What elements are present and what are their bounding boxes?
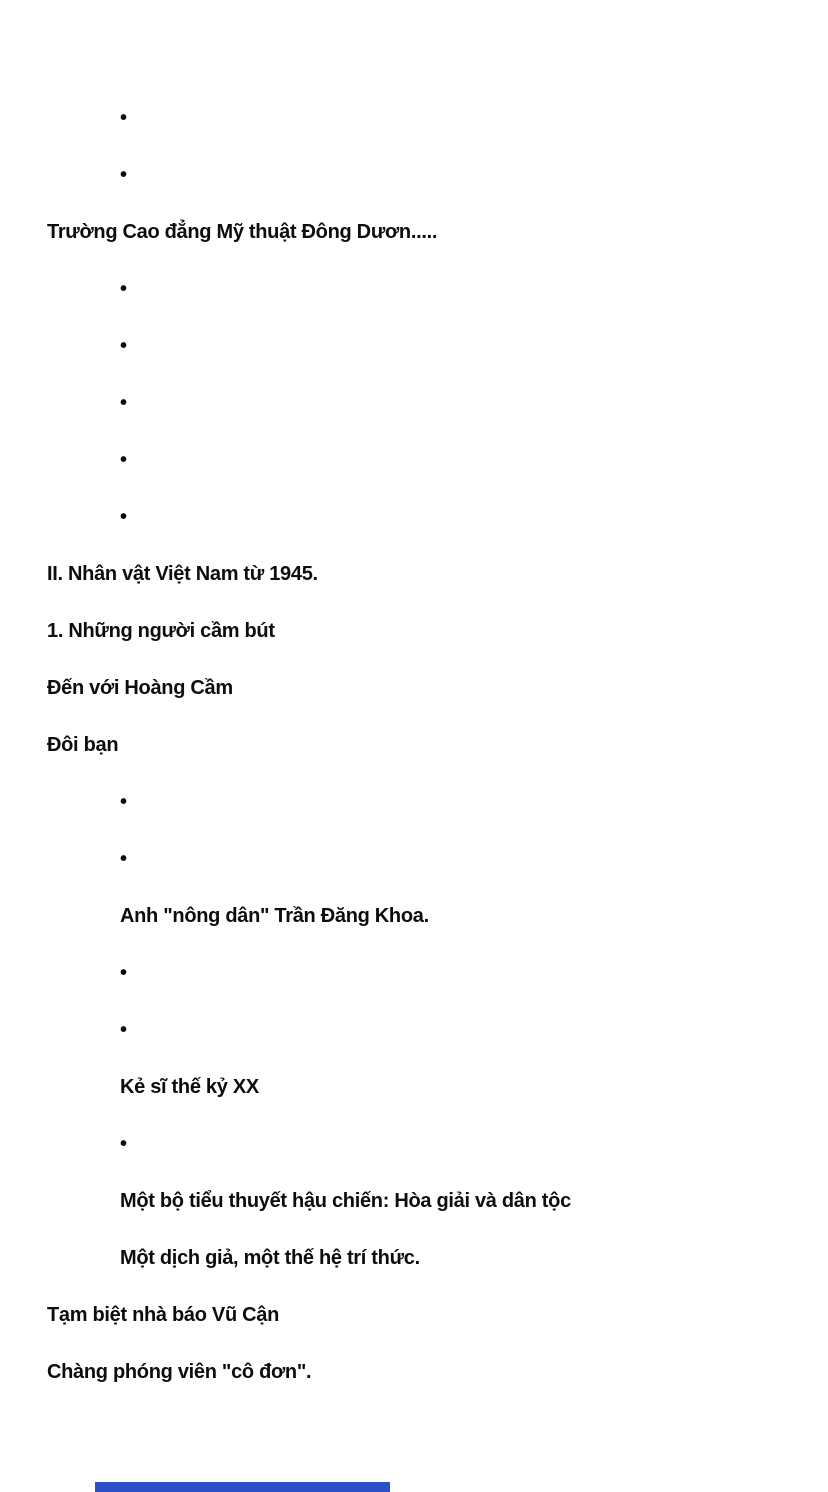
toc-line-text: Tạm biệt nhà báo Vũ Cận <box>47 1304 280 1326</box>
toc-heading <box>0 1360 828 1384</box>
toc-heading <box>0 220 828 244</box>
toc-indented-item <box>0 904 828 928</box>
toc-line-text: Một bộ tiểu thuyết hậu chiến: Hòa giải và dân tộc <box>120 1190 571 1212</box>
toc-line-text: Đến với Hoàng Cầm <box>47 677 233 699</box>
toc-indented-item <box>0 1246 828 1270</box>
toc-bullet-item: • <box>120 791 127 813</box>
toc-line-text: Kẻ sĩ thế kỷ XX <box>120 1076 259 1098</box>
toc-indented-item <box>0 1075 828 1099</box>
toc-bullet-item: • <box>120 392 127 414</box>
toc-bullet-item: • <box>120 962 127 984</box>
toc-heading <box>0 619 828 643</box>
toc-bullet-item: • <box>120 278 127 300</box>
toc-bullet-item: • <box>120 1133 127 1155</box>
toc-line-text: Anh "nông dân" Trần Đăng Khoa. <box>120 905 429 927</box>
toc-heading <box>0 676 828 700</box>
toc-line-text: Đôi bạn <box>47 734 119 756</box>
toc-line-text: Trường Cao đẳng Mỹ thuật Đông Dươn..... <box>47 221 438 243</box>
toc-heading <box>0 562 828 586</box>
toc-bullet-item: • <box>120 506 127 528</box>
toc-indented-item <box>0 1189 828 1213</box>
toc-bullet-item: • <box>120 1019 127 1041</box>
toc-line-text: II. Nhân vật Việt Nam từ 1945. <box>47 563 318 585</box>
toc-heading <box>0 733 828 757</box>
selection-highlight-bar[interactable] <box>95 1482 390 1492</box>
toc-heading <box>0 1303 828 1327</box>
toc-line-text: Một dịch giả, một thế hệ trí thức. <box>120 1247 420 1269</box>
toc-line-text: Chàng phóng viên "cô đơn". <box>47 1361 312 1383</box>
toc-bullet-item: • <box>120 335 127 357</box>
toc-list <box>0 106 828 1417</box>
toc-bullet-item: • <box>120 107 127 129</box>
toc-line-text: 1. Những người cầm bút <box>47 620 275 642</box>
toc-bullet-item: • <box>120 848 127 870</box>
toc-bullet-item: • <box>120 449 127 471</box>
toc-bullet-item: • <box>120 164 127 186</box>
